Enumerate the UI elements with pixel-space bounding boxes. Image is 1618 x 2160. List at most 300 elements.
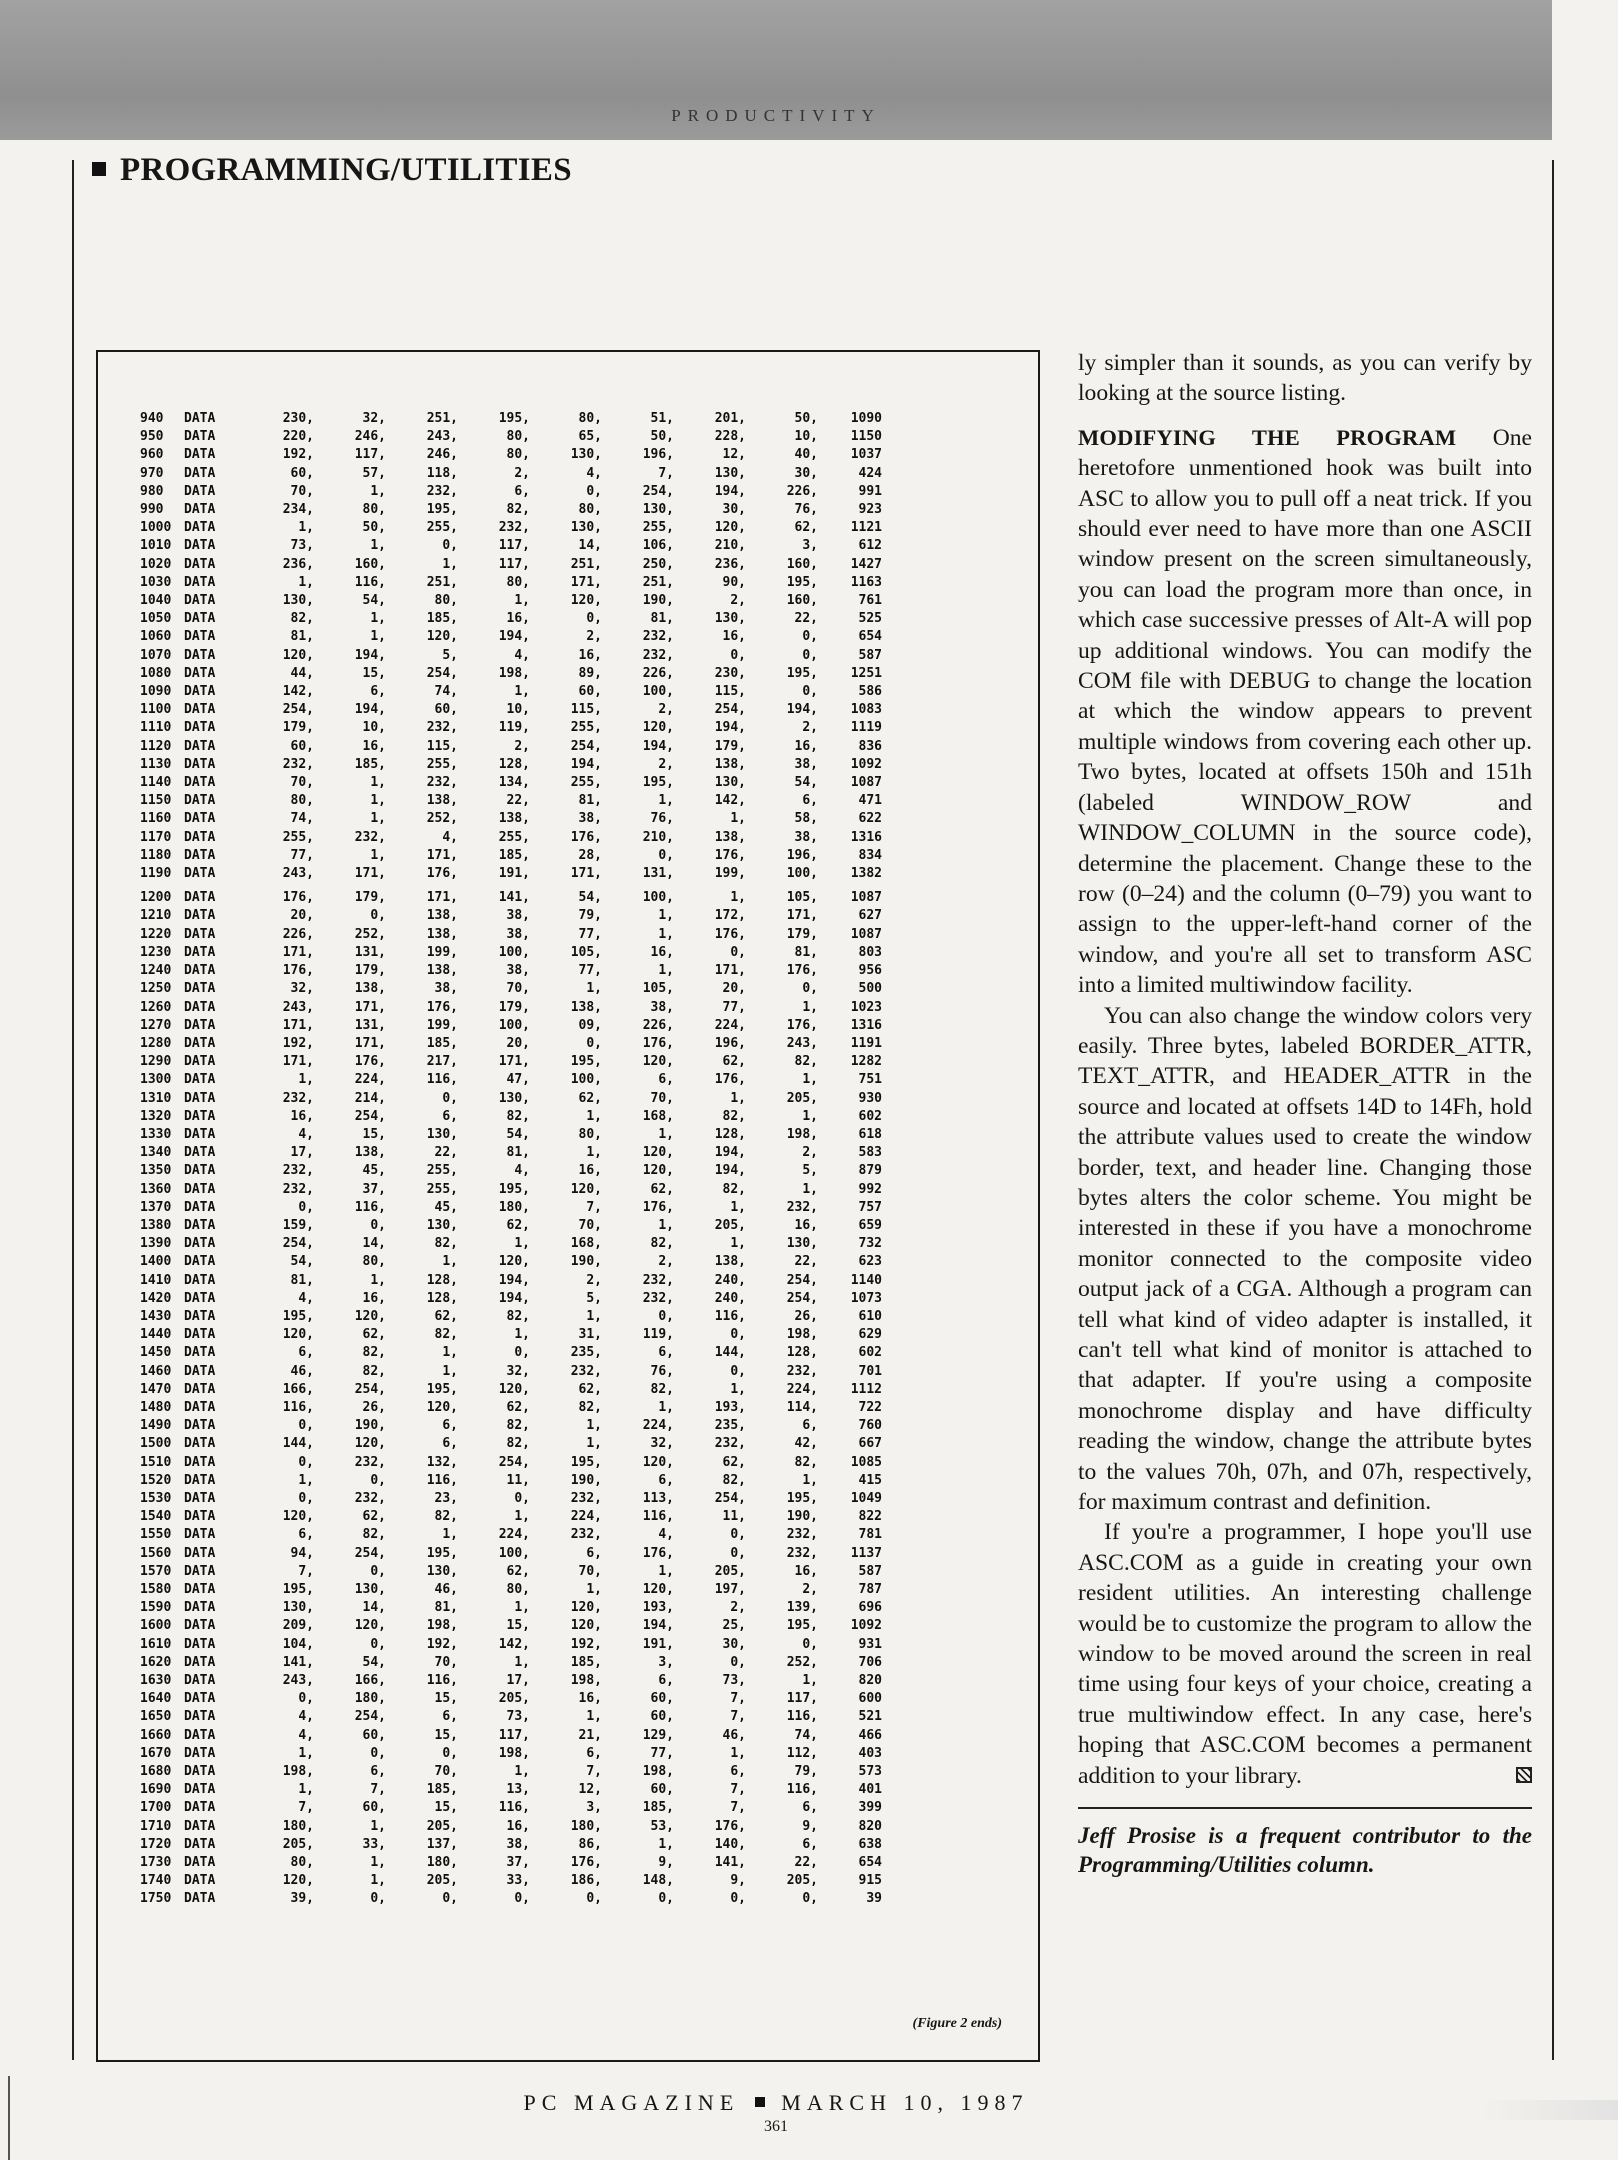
data-value: 82, (434, 1236, 458, 1252)
row-checksum: 1023 (850, 999, 882, 1015)
data-value: 119, (642, 1327, 674, 1343)
data-value: 120, (642, 1054, 674, 1070)
listing-row (140, 1199, 882, 1217)
listing-row (140, 1144, 882, 1162)
data-keyword: DATA (184, 1399, 216, 1415)
data-value: 120, (642, 1582, 674, 1597)
line-number: 1420 (140, 1290, 172, 1306)
data-value: 243, (282, 1673, 314, 1689)
data-value: 1, (298, 1072, 314, 1088)
data-value: 250, (642, 556, 674, 572)
line-number: 1230 (140, 944, 172, 960)
data-value: 134, (498, 775, 530, 791)
row-checksum: 696 (858, 1600, 882, 1616)
data-value: 0, (514, 1345, 530, 1361)
data-value: 0, (802, 1891, 818, 1907)
line-number: 980 (140, 483, 164, 499)
data-value: 81, (506, 1145, 530, 1161)
data-value: 4, (586, 465, 602, 481)
data-value: 47, (506, 1072, 530, 1088)
data-value: 179, (714, 738, 746, 754)
data-value: 0, (730, 647, 746, 663)
line-number: 1370 (140, 1199, 172, 1215)
data-value: 192, (282, 1035, 314, 1051)
line-number: 1110 (140, 720, 172, 736)
data-value: 17, (290, 1145, 314, 1161)
data-keyword: DATA (184, 1454, 216, 1470)
data-value: 205, (498, 1691, 530, 1707)
data-value: 62, (722, 1454, 746, 1470)
data-value: 138, (354, 1145, 386, 1161)
data-value: 240, (714, 1290, 746, 1306)
listing-row (140, 1472, 882, 1490)
data-value: 194, (714, 483, 746, 499)
data-value: 70, (434, 1764, 458, 1780)
data-value: 2, (802, 720, 818, 736)
row-checksum: 1282 (850, 1054, 882, 1070)
data-value: 16, (794, 1563, 818, 1579)
data-value: 138, (714, 756, 746, 772)
data-value: 199, (426, 1017, 458, 1033)
data-value: 232, (570, 1527, 602, 1543)
data-value: 80, (578, 1126, 602, 1142)
data-value: 120, (498, 1254, 530, 1270)
data-value: 1, (370, 538, 386, 554)
article-paragraph-intro: ly simpler than it sounds, as you can verify by looking at the source listing. (1078, 350, 1532, 407)
data-value: 16, (362, 1290, 386, 1306)
data-value: 131, (354, 944, 386, 960)
data-value: 224, (642, 1418, 674, 1434)
data-value: 197, (714, 1582, 746, 1597)
line-number: 1730 (140, 1855, 172, 1871)
data-value: 10, (362, 720, 386, 736)
data-value: 144, (282, 1436, 314, 1452)
row-checksum: 659 (858, 1217, 882, 1233)
data-value: 1, (730, 1199, 746, 1215)
data-value: 58, (794, 811, 818, 827)
row-checksum: 1087 (850, 926, 882, 942)
data-keyword: DATA (184, 1090, 216, 1106)
data-value: 171, (354, 1035, 386, 1051)
line-number: 1650 (140, 1709, 172, 1725)
data-value: 226, (282, 926, 314, 942)
row-checksum: 610 (858, 1308, 882, 1324)
row-checksum: 602 (858, 1108, 882, 1124)
data-value: 236, (714, 556, 746, 572)
data-value: 171, (282, 1017, 314, 1033)
listing-row (140, 1799, 882, 1817)
data-value: 120, (426, 629, 458, 645)
data-value: 176, (354, 1054, 386, 1070)
data-value: 232, (786, 1527, 818, 1543)
data-value: 1, (802, 1673, 818, 1689)
data-value: 255, (282, 829, 314, 845)
data-value: 130, (714, 611, 746, 627)
row-checksum: 600 (858, 1691, 882, 1707)
data-value: 193, (642, 1600, 674, 1616)
row-checksum: 623 (858, 1254, 882, 1270)
row-checksum: 787 (858, 1582, 882, 1597)
data-keyword: DATA (184, 1327, 216, 1343)
data-value: 255, (426, 756, 458, 772)
data-value: 79, (794, 1764, 818, 1780)
data-value: 38, (650, 999, 674, 1015)
column-title (92, 152, 572, 189)
line-number: 1500 (140, 1436, 172, 1452)
data-value: 20, (506, 1035, 530, 1051)
row-checksum: 1119 (850, 720, 882, 736)
data-value: 81, (650, 611, 674, 627)
data-value: 130, (426, 1563, 458, 1579)
data-value: 62, (434, 1308, 458, 1324)
data-value: 1, (802, 999, 818, 1015)
data-value: 76, (794, 502, 818, 518)
data-value: 179, (354, 963, 386, 979)
data-value: 116, (642, 1509, 674, 1525)
data-value: 130, (354, 1582, 386, 1597)
listing-row (140, 647, 882, 665)
data-value: 74, (434, 684, 458, 700)
data-keyword: DATA (184, 502, 216, 518)
row-checksum: 1073 (850, 1290, 882, 1306)
row-checksum: 930 (858, 1090, 882, 1106)
row-checksum: 992 (858, 1181, 882, 1197)
data-value: 1, (658, 908, 674, 924)
line-number: 1440 (140, 1327, 172, 1343)
data-value: 4, (298, 1126, 314, 1142)
data-value: 1, (658, 793, 674, 809)
data-value: 191, (642, 1636, 674, 1652)
listing-row (140, 1454, 882, 1472)
line-number: 1120 (140, 738, 172, 754)
data-value: 194, (714, 720, 746, 736)
listing-row (140, 610, 882, 628)
listing-row (140, 1126, 882, 1144)
data-value: 138, (426, 793, 458, 809)
line-number: 1510 (140, 1454, 172, 1470)
data-value: 09, (578, 1017, 602, 1033)
data-listing-table (140, 410, 882, 1909)
data-value: 255, (426, 520, 458, 536)
data-value: 1, (442, 1363, 458, 1379)
data-value: 6, (658, 1472, 674, 1488)
data-keyword: DATA (184, 647, 216, 663)
data-value: 105, (786, 890, 818, 906)
data-value: 0, (730, 1327, 746, 1343)
data-value: 232, (282, 1181, 314, 1197)
data-value: 82, (362, 1363, 386, 1379)
data-value: 254, (354, 1108, 386, 1124)
data-value: 138, (354, 981, 386, 997)
listing-row (140, 1526, 882, 1544)
data-value: 0, (730, 1545, 746, 1561)
data-value: 1, (370, 483, 386, 499)
row-checksum: 654 (858, 1855, 882, 1871)
row-checksum: 424 (858, 465, 882, 481)
data-value: 120, (354, 1618, 386, 1634)
data-value: 120, (282, 1509, 314, 1525)
data-value: 2, (658, 702, 674, 718)
data-value: 22, (794, 611, 818, 627)
data-keyword: DATA (184, 1855, 216, 1871)
data-value: 16, (362, 738, 386, 754)
listing-row (140, 483, 882, 501)
data-keyword: DATA (184, 811, 216, 827)
line-number: 970 (140, 465, 164, 481)
data-keyword: DATA (184, 556, 216, 572)
data-value: 100, (498, 1017, 530, 1033)
data-value: 130, (570, 520, 602, 536)
data-value: 255, (570, 720, 602, 736)
data-value: 82, (794, 1454, 818, 1470)
data-value: 16, (578, 647, 602, 663)
data-value: 254, (354, 1545, 386, 1561)
data-value: 51, (650, 411, 674, 426)
row-checksum: 654 (858, 629, 882, 645)
data-value: 128, (714, 1126, 746, 1142)
listing-row (140, 907, 882, 925)
data-value: 80, (506, 447, 530, 463)
data-value: 144, (714, 1345, 746, 1361)
data-value: 38, (794, 829, 818, 845)
data-keyword: DATA (184, 1782, 216, 1798)
data-listing-body (140, 410, 882, 1909)
data-value: 12, (578, 1782, 602, 1798)
listing-row (140, 556, 882, 574)
data-value: 254, (714, 1490, 746, 1506)
listing-row (140, 1363, 882, 1381)
data-value: 120, (498, 1381, 530, 1397)
line-number: 1670 (140, 1745, 172, 1761)
data-value: 1, (586, 1418, 602, 1434)
data-value: 42, (794, 1436, 818, 1452)
data-value: 0, (586, 1891, 602, 1907)
data-value: 70, (506, 981, 530, 997)
data-value: 1, (730, 811, 746, 827)
data-value: 224, (354, 1072, 386, 1088)
data-value: 4, (658, 1527, 674, 1543)
data-value: 11, (722, 1509, 746, 1525)
data-keyword: DATA (184, 1618, 216, 1634)
data-value: 1, (298, 1745, 314, 1761)
data-value: 138, (570, 999, 602, 1015)
data-keyword: DATA (184, 1800, 216, 1816)
listing-row (140, 1672, 882, 1690)
data-value: 77, (722, 999, 746, 1015)
line-number: 1210 (140, 908, 172, 924)
data-value: 33, (362, 1836, 386, 1852)
data-value: 140, (714, 1836, 746, 1852)
row-checksum: 1092 (850, 1618, 882, 1634)
line-number: 1400 (140, 1254, 172, 1270)
data-value: 254, (786, 1272, 818, 1288)
data-value: 0, (514, 1490, 530, 1506)
data-value: 224, (498, 1527, 530, 1543)
row-checksum: 1140 (850, 1272, 882, 1288)
data-value: 198, (642, 1764, 674, 1780)
data-value: 0, (298, 1691, 314, 1707)
listing-row (140, 1490, 882, 1508)
data-value: 70, (578, 1217, 602, 1233)
data-value: 82, (506, 1418, 530, 1434)
listing-row (140, 1690, 882, 1708)
data-value: 38, (578, 811, 602, 827)
article-column (1078, 348, 1532, 1879)
data-value: 228, (714, 429, 746, 445)
data-keyword: DATA (184, 1545, 216, 1561)
data-value: 62, (578, 1381, 602, 1397)
row-checksum: 403 (858, 1745, 882, 1761)
data-value: 60, (650, 1691, 674, 1707)
data-value: 38, (794, 756, 818, 772)
data-value: 205, (714, 1217, 746, 1233)
data-value: 60, (290, 738, 314, 754)
line-number: 1130 (140, 756, 172, 772)
data-value: 128, (426, 1272, 458, 1288)
line-number: 1550 (140, 1527, 172, 1543)
data-value: 82, (722, 1108, 746, 1124)
data-keyword: DATA (184, 866, 216, 882)
data-value: 80, (578, 502, 602, 518)
data-keyword: DATA (184, 1308, 216, 1324)
line-number: 1080 (140, 665, 172, 681)
data-value: 176, (426, 999, 458, 1015)
article-paragraph-colors: You can also change the window colors very easily. Three bytes, labeled BORDER_ATTR, TEXT_ATTR, and HEADER_ATTR in the source and located at offsets 14D to 14Fh, hold the attribute values used to create the window border, text, and header line. Changing those bytes alters the color scheme. You might be interested in these if you have a monochrome monitor connected to the composite video output jack of a CGA. Although a program can tell what kind of video adapter is installed, it can't tell what kind of monitor is attached to that adapter. If you're using a composite monochrome display and have difficulty reading the window, change the attribute bytes to the values 70h, 07h, and 07h, respectively, for maximum contrast and definition. (1078, 1002, 1532, 1516)
data-value: 117, (498, 556, 530, 572)
data-keyword: DATA (184, 1636, 216, 1652)
data-value: 232, (282, 1090, 314, 1106)
data-value: 62, (362, 1327, 386, 1343)
data-keyword: DATA (184, 1654, 216, 1670)
data-value: 1, (370, 775, 386, 791)
row-checksum: 706 (858, 1654, 882, 1670)
data-value: 224, (714, 1017, 746, 1033)
data-value: 130, (282, 593, 314, 609)
line-number: 1250 (140, 981, 172, 997)
data-value: 1, (802, 1108, 818, 1124)
data-value: 195, (786, 1490, 818, 1506)
row-checksum: 1137 (850, 1545, 882, 1561)
data-value: 232, (354, 1490, 386, 1506)
data-value: 120, (426, 1399, 458, 1415)
listing-row (140, 1017, 882, 1035)
data-value: 1, (442, 556, 458, 572)
data-value: 94, (290, 1545, 314, 1561)
listing-row (140, 1708, 882, 1726)
data-value: 62, (578, 1090, 602, 1106)
data-value: 232, (354, 1454, 386, 1470)
data-value: 4, (298, 1290, 314, 1306)
data-value: 100, (498, 1545, 530, 1561)
data-value: 160, (786, 556, 818, 572)
data-value: 15, (434, 1727, 458, 1743)
line-number: 1290 (140, 1054, 172, 1070)
data-keyword: DATA (184, 629, 216, 645)
data-value: 46, (290, 1363, 314, 1379)
data-value: 234, (282, 502, 314, 518)
data-value: 166, (354, 1673, 386, 1689)
data-value: 32, (650, 1436, 674, 1452)
data-value: 190, (570, 1254, 602, 1270)
line-number: 1030 (140, 574, 172, 590)
data-value: 0, (658, 1308, 674, 1324)
data-value: 0, (514, 1891, 530, 1907)
data-value: 246, (354, 429, 386, 445)
data-value: 199, (426, 944, 458, 960)
line-number: 1600 (140, 1618, 172, 1634)
data-value: 16, (506, 1818, 530, 1834)
listing-row (140, 1090, 882, 1108)
data-value: 214, (354, 1090, 386, 1106)
row-checksum: 1427 (850, 556, 882, 572)
data-value: 138, (714, 829, 746, 845)
data-value: 176, (282, 963, 314, 979)
data-value: 7, (730, 1709, 746, 1725)
data-keyword: DATA (184, 944, 216, 960)
page-number: 361 (764, 2118, 788, 2135)
data-value: 30, (722, 1636, 746, 1652)
data-value: 120, (570, 1600, 602, 1616)
data-value: 82, (722, 1181, 746, 1197)
data-keyword: DATA (184, 411, 216, 426)
data-value: 232, (642, 647, 674, 663)
data-value: 2, (730, 593, 746, 609)
data-value: 130, (786, 1236, 818, 1252)
data-keyword: DATA (184, 1199, 216, 1215)
line-number: 960 (140, 447, 164, 463)
data-value: 21, (578, 1727, 602, 1743)
data-value: 252, (426, 811, 458, 827)
line-number: 1710 (140, 1818, 172, 1834)
data-value: 80, (434, 593, 458, 609)
data-value: 195, (642, 775, 674, 791)
line-number: 1720 (140, 1836, 172, 1852)
data-value: 1, (514, 1327, 530, 1343)
data-keyword: DATA (184, 520, 216, 536)
data-value: 65, (578, 429, 602, 445)
data-keyword: DATA (184, 702, 216, 718)
listing-row (140, 1053, 882, 1071)
listing-row (140, 537, 882, 555)
data-value: 0, (298, 1454, 314, 1470)
row-checksum: 822 (858, 1509, 882, 1525)
data-value: 119, (498, 720, 530, 736)
row-checksum: 956 (858, 963, 882, 979)
data-value: 16, (794, 738, 818, 754)
data-value: 76, (650, 811, 674, 827)
data-value: 254, (498, 1454, 530, 1470)
data-value: 0, (442, 1745, 458, 1761)
listing-row (140, 1399, 882, 1417)
listing-row (140, 519, 882, 537)
data-value: 70, (290, 775, 314, 791)
data-value: 44, (290, 665, 314, 681)
data-value: 171, (570, 866, 602, 882)
listing-row (140, 1381, 882, 1399)
data-value: 6, (802, 793, 818, 809)
data-value: 46, (434, 1582, 458, 1597)
row-checksum: 820 (858, 1818, 882, 1834)
article-paragraph-modifying (1078, 423, 1532, 1001)
data-value: 166, (282, 1381, 314, 1397)
data-value: 70, (434, 1654, 458, 1670)
data-value: 180, (570, 1818, 602, 1834)
line-number: 1490 (140, 1418, 172, 1434)
data-value: 50, (794, 411, 818, 426)
data-value: 194, (570, 756, 602, 772)
data-value: 32, (506, 1363, 530, 1379)
data-value: 82, (506, 1308, 530, 1324)
